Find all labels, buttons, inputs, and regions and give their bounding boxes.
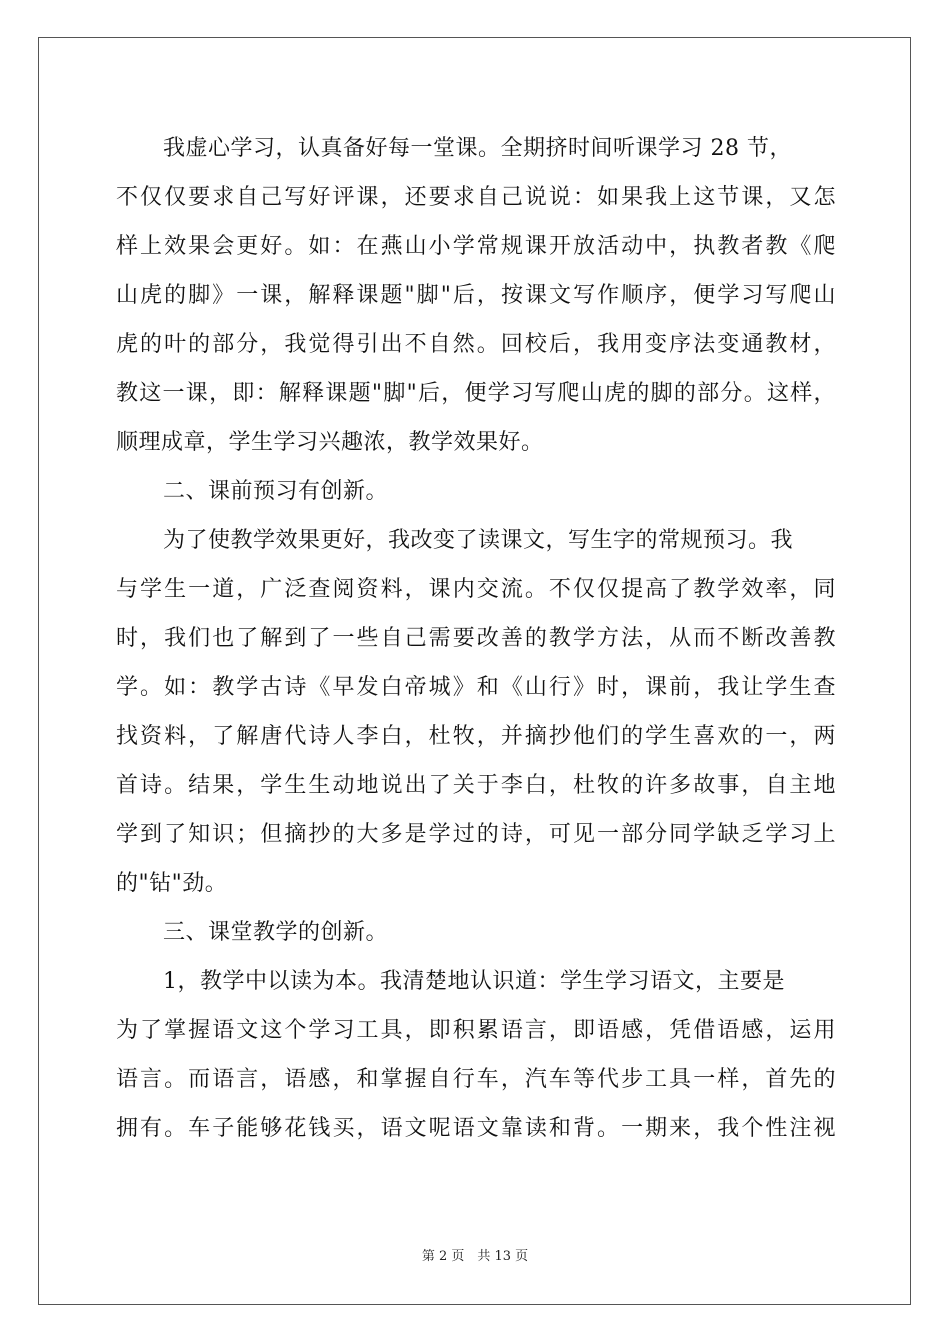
paragraph-line: 不仅仅要求自己写好评课，还要求自己说说：如果我上这节课，又怎 [116,185,836,210]
page-footer [0,1245,950,1264]
paragraph-line: 山虎的脚》一课，解释课题"脚"后，按课文写作顺序，便学习写爬山 [116,283,836,308]
paragraph-line: 与学生一道，广泛查阅资料，课内交流。不仅仅提高了教学效率，同 [116,577,836,602]
paragraph-line: 首诗。结果，学生生动地说出了关于李白，杜牧的许多故事，自主地 [116,773,836,798]
paragraph-line: 1，教学中以读为本。我清楚地认识道：学生学习语文，主要是 [163,969,785,994]
paragraph-line: 的"钻"劲。 [116,871,228,896]
section-heading: 二、课前预习有创新。 [163,479,389,504]
paragraph-line: 虎的叶的部分，我觉得引出不自然。回校后，我用变序法变通教材， [116,332,836,357]
paragraph-line: 为了掌握语文这个学习工具，即积累语言，即语感，凭借语感，运用 [116,1018,836,1043]
paragraph-line: 学。如：教学古诗《早发白帝城》和《山行》时，课前，我让学生查 [116,675,836,700]
paragraph-line: 语言。而语言，语感，和掌握自行车，汽车等代步工具一样，首先的 [116,1067,836,1092]
paragraph-line: 样上效果会更好。如：在燕山小学常规课开放活动中，执教者教《爬 [116,234,836,259]
paragraph-line: 为了使教学效果更好，我改变了读课文，写生字的常规预习。我 [163,528,794,553]
paragraph-line: 找资料，了解唐代诗人李白，杜牧，并摘抄他们的学生喜欢的一，两 [116,724,836,749]
document-body [116,124,836,1153]
paragraph-line: 拥有。车子能够花钱买，语文呢语文靠读和背。一期来，我个性注视 [116,1116,836,1141]
paragraph-line: 我虚心学习，认真备好每一堂课。全期挤时间听课学习 28 节， [163,136,792,161]
section-heading: 三、课堂教学的创新。 [163,920,389,945]
paragraph-line: 学到了知识；但摘抄的大多是学过的诗，可见一部分同学缺乏学习上 [116,822,836,847]
paragraph-line: 顺理成章，学生学习兴趣浓，教学效果好。 [116,430,544,455]
paragraph-line: 时，我们也了解到了一些自己需要改善的教学方法，从而不断改善教 [116,626,836,651]
paragraph-line: 教这一课，即：解释课题"脚"后，便学习写爬山虎的脚的部分。这样， [116,381,836,406]
page-number-label: 第 2 页 共 13 页 [421,1249,529,1264]
